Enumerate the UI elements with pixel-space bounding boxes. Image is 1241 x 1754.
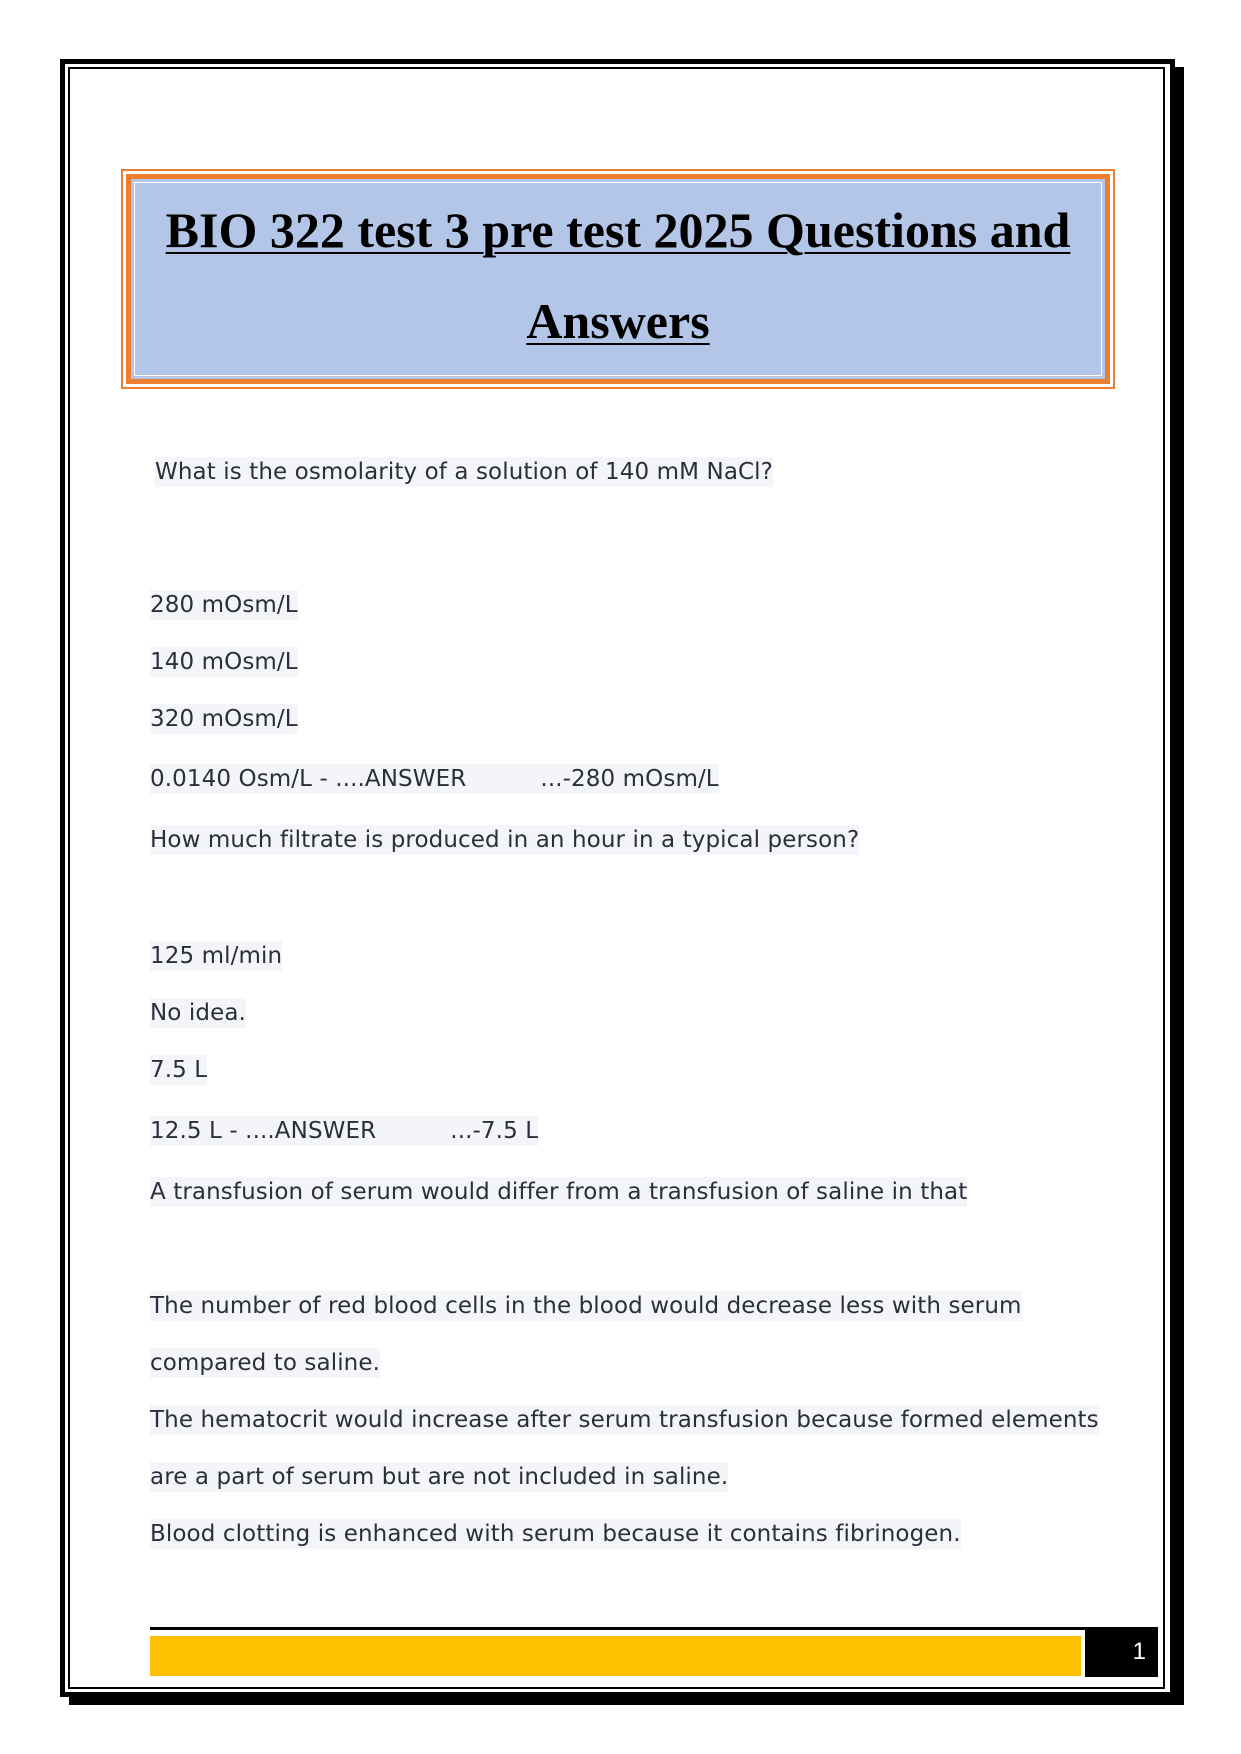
option-1a: 280 mOsm/L: [150, 592, 298, 618]
question-1: What is the osmolarity of a solution of 140 mM NaCl?: [155, 459, 773, 485]
option-3a-line-2: compared to saline.: [150, 1350, 381, 1376]
option-3a-line-1: The number of red blood cells in the blood would decrease less with serum: [150, 1293, 1022, 1319]
footer-rule: [150, 1627, 1085, 1630]
answer-2: 12.5 L - ....ANSWER ...-7.5 L: [150, 1118, 539, 1144]
option-3b-line-1: The hematocrit would increase after serum transfusion because formed elements: [150, 1407, 1099, 1433]
option-2b: No idea.: [150, 1000, 246, 1026]
option-3b-line-2: are a part of serum but are not included in saline.: [150, 1464, 729, 1490]
option-1b: 140 mOsm/L: [150, 649, 298, 675]
footer-bar: [150, 1636, 1081, 1676]
question-3: A transfusion of serum would differ from a transfusion of saline in that: [150, 1179, 968, 1205]
question-2: How much filtrate is produced in an hour in a typical person?: [150, 827, 860, 853]
answer-1: 0.0140 Osm/L - ....ANSWER ...-280 mOsm/L: [150, 766, 719, 792]
document-title: BIO 322 test 3 pre test 2025 Questions and Answers: [165, 202, 1071, 349]
page-number: 1: [1085, 1627, 1158, 1677]
title-box: [126, 174, 1110, 384]
option-3c: Blood clotting is enhanced with serum because it contains fibrinogen.: [150, 1521, 961, 1547]
option-2a: 125 ml/min: [150, 943, 283, 969]
option-2c: 7.5 L: [150, 1057, 208, 1083]
option-1c: 320 mOsm/L: [150, 706, 298, 732]
